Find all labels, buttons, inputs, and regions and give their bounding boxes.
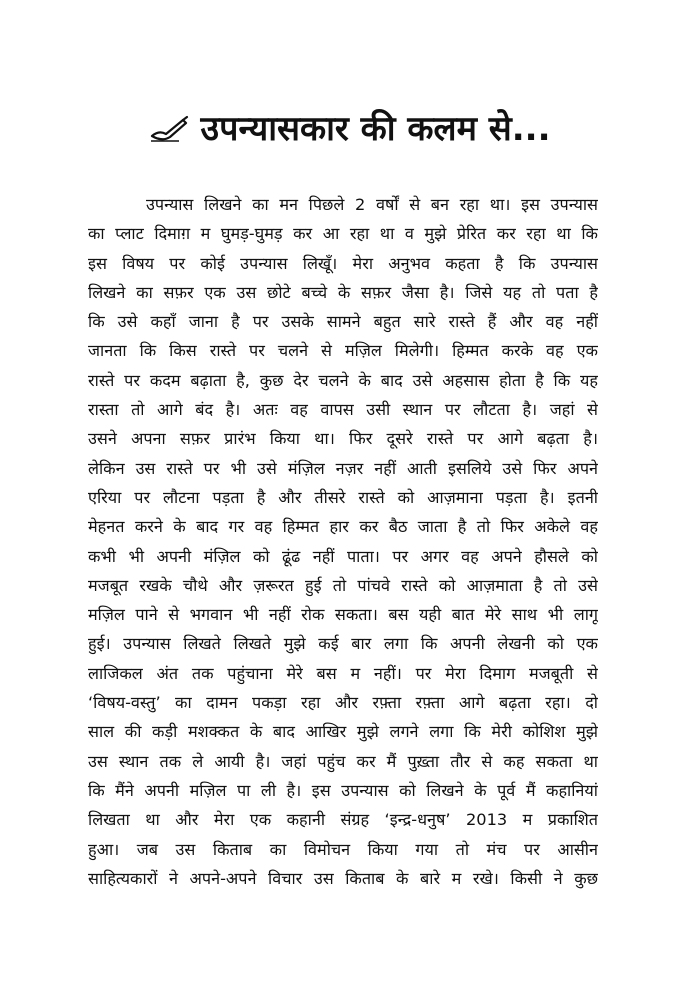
text-line: मजबूत रखके चौथे और ज़रूरत हुई तो पांचवे रास्ते को आज़माता है तो उसे [88,575,598,595]
text-line: का प्लाट दिमाग़ म घुमड़-घुमड़ कर आ रहा था व मुझे प्रेरित कर रहा था कि [88,224,598,244]
text-line: लेकिन उस रास्ते पर भी उसे मंज़िल नज़र नहीं आती इसलिये उसे फिर अपने [88,458,598,478]
text-line: लाजिकल अंत तक पहुंचाना मेरे बस म नहीं। पर मेरा दिमाग मजबूती से [88,663,598,683]
text-line: साहित्यकारों ने अपने-अपने विचार उस किताब के बारे म रखे। किसी ने कुछ [88,868,598,888]
text-line: कि उसे कहाँ जाना है पर उसके सामने बहुत सारे रास्ते हैं और वह नहीं [88,312,598,332]
text-line: कि मैंने अपनी मज़िल पा ली है। इस उपन्यास को लिखने के पूर्व मैं कहानियां [88,780,598,800]
writing-hand-icon [149,104,189,162]
text-line: उसने अपना सफ़र प्रारंभ किया था। फिर दूसरे रास्ते पर आगे बढ़ता है। [88,429,598,449]
text-line: कभी भी अपनी मंज़िल को ढूंढ नहीं पाता। पर अगर वह अपने हौसले को [88,546,598,566]
text-line: मज़िल पाने से भगवान भी नहीं रोक सकता। बस यही बात मेरे साथ भी लागू [88,605,598,625]
text-line: हुई। उपन्यास लिखते लिखते मुझे कई बार लगा कि अपनी लेखनी को एक [88,634,598,654]
body-paragraph [88,190,598,893]
text-line: रास्ते पर कदम बढ़ाता है, कुछ देर चलने के बाद उसे अहसास होता है कि यह [88,370,598,390]
text-line: उपन्यास लिखने का मन पिछले 2 वर्षों से बन रहा था। इस उपन्यास [146,195,598,214]
text-line: साल की कड़ी मशक्कत के बाद आखिर मुझे लगने लगा कि मेरी कोशिश मुझे [88,722,598,742]
text-line: रास्ता तो आगे बंद है। अतः वह वापस उसी स्थान पर लौटता है। जहां से [88,400,598,420]
page-title [0,100,699,162]
text-line: लिखता था और मेरा एक कहानी संग्रह ‘इन्द्र-धनुष’ 2013 म प्रकाशित [88,810,598,830]
text-line: इस विषय पर कोई उपन्यास लिखूँ। मेरा अनुभव कहता है कि उपन्यास [88,253,598,273]
text-line: एरिया पर लौटना पड़ता है और तीसरे रास्ते को आज़माना पड़ता है। इतनी [88,487,598,507]
text-line: हुआ। जब उस किताब का विमोचन किया गया तो मंच पर आसीन [88,839,598,859]
title-text: उपन्यासकार की कलम से... [200,109,551,149]
text-line: मेहनत करने के बाद गर वह हिम्मत हार कर बैठ जाता है तो फिर अकेले वह [88,517,598,537]
text-line: ‘विषय-वस्तु’ का दामन पकड़ा रहा और रफ़्ता रफ़्ता आगे बढ़ता रहा। दो [88,693,598,713]
text-line: उस स्थान तक ले आयी है। जहां पहुंच कर मैं पुख़्ता तौर से कह सकता था [88,751,598,771]
text-line: लिखने का सफ़र एक उस छोटे बच्चे के सफ़र जैसा है। जिसे यह तो पता है [88,282,598,302]
text-line: जानता कि किस रास्ते पर चलने से मज़िल मिलेगी। हिम्मत करके वह एक [88,341,598,361]
